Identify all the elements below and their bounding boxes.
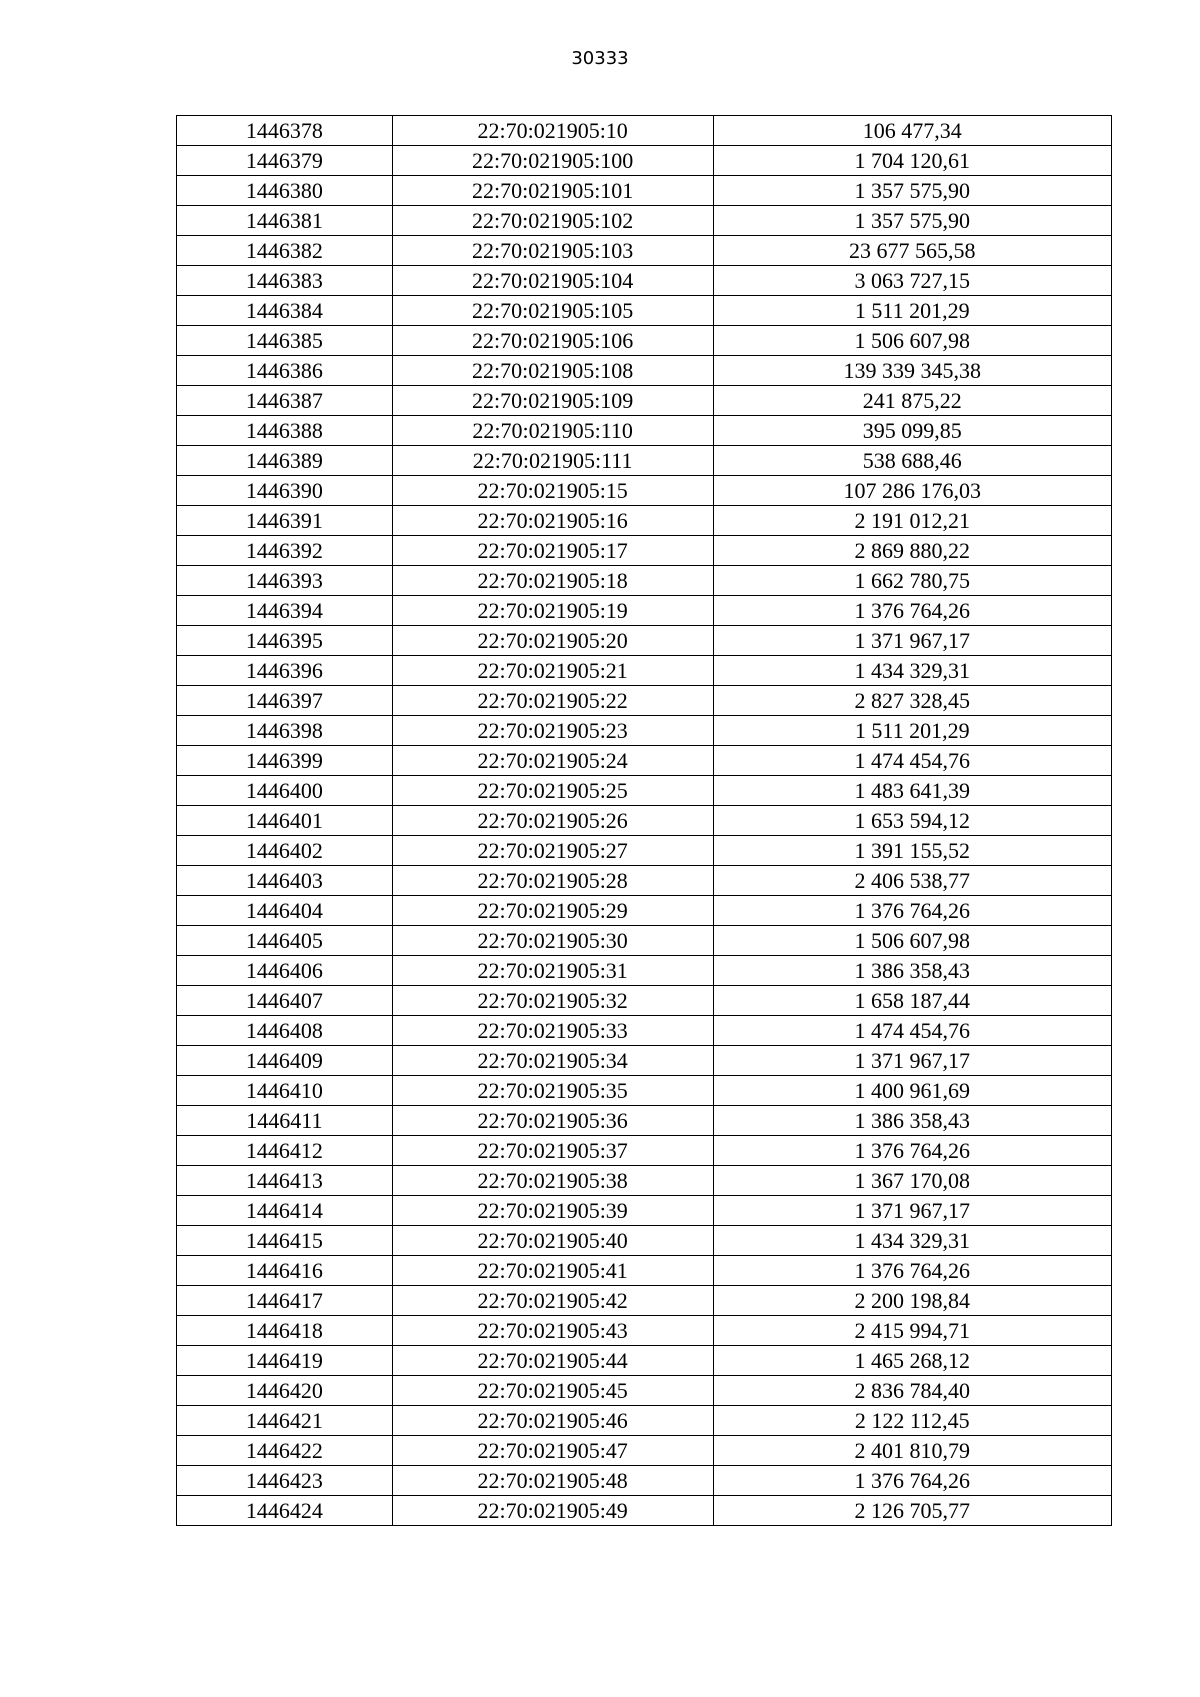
row-number-cell: 1446421 [177, 1406, 393, 1436]
row-number-cell: 1446419 [177, 1346, 393, 1376]
cadastral-number-cell: 22:70:021905:39 [392, 1196, 713, 1226]
cadastral-value-cell: 2 191 012,21 [713, 506, 1111, 536]
cadastral-value-cell: 1 483 641,39 [713, 776, 1111, 806]
cadastral-value-cell: 1 506 607,98 [713, 926, 1111, 956]
cadastral-number-cell: 22:70:021905:22 [392, 686, 713, 716]
cadastral-number-cell: 22:70:021905:46 [392, 1406, 713, 1436]
table-row [177, 1406, 1112, 1436]
row-number-cell: 1446410 [177, 1076, 393, 1106]
cadastral-number-cell: 22:70:021905:102 [392, 206, 713, 236]
cadastral-value-cell: 1 376 764,26 [713, 1256, 1111, 1286]
table-row [177, 356, 1112, 386]
table-row [177, 1016, 1112, 1046]
table-body [177, 116, 1112, 1526]
table-row [177, 416, 1112, 446]
cadastral-number-cell: 22:70:021905:17 [392, 536, 713, 566]
cadastral-value-cell: 1 658 187,44 [713, 986, 1111, 1016]
cadastral-number-cell: 22:70:021905:26 [392, 806, 713, 836]
cadastral-number-cell: 22:70:021905:48 [392, 1466, 713, 1496]
table-row [177, 926, 1112, 956]
row-number-cell: 1446405 [177, 926, 393, 956]
cadastral-value-cell: 1 357 575,90 [713, 176, 1111, 206]
table-row [177, 1376, 1112, 1406]
row-number-cell: 1446391 [177, 506, 393, 536]
cadastral-number-cell: 22:70:021905:106 [392, 326, 713, 356]
cadastral-number-cell: 22:70:021905:110 [392, 416, 713, 446]
cadastral-value-cell: 1 400 961,69 [713, 1076, 1111, 1106]
table-row [177, 1256, 1112, 1286]
row-number-cell: 1446396 [177, 656, 393, 686]
cadastral-value-cell: 1 371 967,17 [713, 626, 1111, 656]
table-row [177, 206, 1112, 236]
cadastral-value-cell: 2 827 328,45 [713, 686, 1111, 716]
cadastral-number-cell: 22:70:021905:25 [392, 776, 713, 806]
table-row [177, 116, 1112, 146]
cadastral-value-cell: 241 875,22 [713, 386, 1111, 416]
table-row [177, 1106, 1112, 1136]
cadastral-number-cell: 22:70:021905:19 [392, 596, 713, 626]
cadastral-number-cell: 22:70:021905:43 [392, 1316, 713, 1346]
cadastral-number-cell: 22:70:021905:40 [392, 1226, 713, 1256]
cadastral-value-cell: 1 376 764,26 [713, 1466, 1111, 1496]
table-row [177, 836, 1112, 866]
row-number-cell: 1446420 [177, 1376, 393, 1406]
cadastral-value-cell: 1 376 764,26 [713, 1136, 1111, 1166]
table-row [177, 176, 1112, 206]
table-row [177, 1076, 1112, 1106]
row-number-cell: 1446408 [177, 1016, 393, 1046]
cadastral-value-cell: 1 434 329,31 [713, 1226, 1111, 1256]
table-row [177, 266, 1112, 296]
table-row [177, 1496, 1112, 1526]
row-number-cell: 1446386 [177, 356, 393, 386]
cadastral-number-cell: 22:70:021905:100 [392, 146, 713, 176]
cadastral-value-cell: 106 477,34 [713, 116, 1111, 146]
cadastral-number-cell: 22:70:021905:24 [392, 746, 713, 776]
cadastral-number-cell: 22:70:021905:111 [392, 446, 713, 476]
row-number-cell: 1446397 [177, 686, 393, 716]
cadastral-value-cell: 538 688,46 [713, 446, 1111, 476]
row-number-cell: 1446409 [177, 1046, 393, 1076]
cadastral-value-cell: 2 200 198,84 [713, 1286, 1111, 1316]
cadastral-value-cell: 1 386 358,43 [713, 1106, 1111, 1136]
row-number-cell: 1446418 [177, 1316, 393, 1346]
cadastral-number-cell: 22:70:021905:101 [392, 176, 713, 206]
table-row [177, 1316, 1112, 1346]
row-number-cell: 1446422 [177, 1436, 393, 1466]
cadastral-value-cell: 2 836 784,40 [713, 1376, 1111, 1406]
row-number-cell: 1446412 [177, 1136, 393, 1166]
page-number: 30333 [571, 48, 629, 69]
table-row [177, 1346, 1112, 1376]
row-number-cell: 1446378 [177, 116, 393, 146]
table-row [177, 716, 1112, 746]
table-row [177, 146, 1112, 176]
row-number-cell: 1446413 [177, 1166, 393, 1196]
row-number-cell: 1446398 [177, 716, 393, 746]
cadastral-value-cell: 1 357 575,90 [713, 206, 1111, 236]
table-row [177, 986, 1112, 1016]
table-row [177, 1136, 1112, 1166]
cadastral-value-cell: 1 506 607,98 [713, 326, 1111, 356]
cadastral-value-cell: 1 371 967,17 [713, 1046, 1111, 1076]
cadastral-value-cell: 1 511 201,29 [713, 296, 1111, 326]
cadastral-number-cell: 22:70:021905:10 [392, 116, 713, 146]
table-row [177, 236, 1112, 266]
cadastral-value-cell: 1 662 780,75 [713, 566, 1111, 596]
cadastral-value-cell: 1 474 454,76 [713, 1016, 1111, 1046]
table-row [177, 326, 1112, 356]
cadastral-number-cell: 22:70:021905:31 [392, 956, 713, 986]
cadastral-value-cell: 2 401 810,79 [713, 1436, 1111, 1466]
table-row [177, 806, 1112, 836]
row-number-cell: 1446379 [177, 146, 393, 176]
table-row [177, 956, 1112, 986]
cadastral-value-cell: 1 704 120,61 [713, 146, 1111, 176]
row-number-cell: 1446417 [177, 1286, 393, 1316]
cadastral-number-cell: 22:70:021905:109 [392, 386, 713, 416]
cadastral-value-cell: 107 286 176,03 [713, 476, 1111, 506]
table-row [177, 446, 1112, 476]
row-number-cell: 1446388 [177, 416, 393, 446]
row-number-cell: 1446402 [177, 836, 393, 866]
row-number-cell: 1446380 [177, 176, 393, 206]
cadastral-value-table [176, 115, 1112, 1526]
cadastral-number-cell: 22:70:021905:37 [392, 1136, 713, 1166]
row-number-cell: 1446393 [177, 566, 393, 596]
cadastral-value-cell: 1 434 329,31 [713, 656, 1111, 686]
cadastral-number-cell: 22:70:021905:44 [392, 1346, 713, 1376]
cadastral-value-cell: 2 126 705,77 [713, 1496, 1111, 1526]
table-row [177, 1286, 1112, 1316]
cadastral-number-cell: 22:70:021905:29 [392, 896, 713, 926]
cadastral-number-cell: 22:70:021905:30 [392, 926, 713, 956]
table-row [177, 896, 1112, 926]
cadastral-value-cell: 1 653 594,12 [713, 806, 1111, 836]
table-row [177, 1166, 1112, 1196]
cadastral-number-cell: 22:70:021905:18 [392, 566, 713, 596]
cadastral-number-cell: 22:70:021905:36 [392, 1106, 713, 1136]
row-number-cell: 1446401 [177, 806, 393, 836]
cadastral-value-cell: 1 465 268,12 [713, 1346, 1111, 1376]
cadastral-value-cell: 2 869 880,22 [713, 536, 1111, 566]
row-number-cell: 1446390 [177, 476, 393, 506]
cadastral-value-cell: 1 511 201,29 [713, 716, 1111, 746]
cadastral-value-cell: 1 367 170,08 [713, 1166, 1111, 1196]
table-row [177, 1046, 1112, 1076]
cadastral-number-cell: 22:70:021905:32 [392, 986, 713, 1016]
row-number-cell: 1446382 [177, 236, 393, 266]
cadastral-number-cell: 22:70:021905:41 [392, 1256, 713, 1286]
row-number-cell: 1446384 [177, 296, 393, 326]
cadastral-value-cell: 23 677 565,58 [713, 236, 1111, 266]
table-row [177, 1466, 1112, 1496]
cadastral-value-cell: 3 063 727,15 [713, 266, 1111, 296]
cadastral-number-cell: 22:70:021905:45 [392, 1376, 713, 1406]
cadastral-number-cell: 22:70:021905:16 [392, 506, 713, 536]
cadastral-number-cell: 22:70:021905:27 [392, 836, 713, 866]
table-row [177, 566, 1112, 596]
table-row [177, 626, 1112, 656]
row-number-cell: 1446387 [177, 386, 393, 416]
cadastral-value-cell: 1 371 967,17 [713, 1196, 1111, 1226]
row-number-cell: 1446415 [177, 1226, 393, 1256]
row-number-cell: 1446416 [177, 1256, 393, 1286]
cadastral-number-cell: 22:70:021905:108 [392, 356, 713, 386]
row-number-cell: 1446383 [177, 266, 393, 296]
row-number-cell: 1446424 [177, 1496, 393, 1526]
cadastral-value-cell: 2 122 112,45 [713, 1406, 1111, 1436]
cadastral-number-cell: 22:70:021905:38 [392, 1166, 713, 1196]
row-number-cell: 1446423 [177, 1466, 393, 1496]
cadastral-value-cell: 1 386 358,43 [713, 956, 1111, 986]
row-number-cell: 1446399 [177, 746, 393, 776]
cadastral-number-cell: 22:70:021905:20 [392, 626, 713, 656]
cadastral-number-cell: 22:70:021905:42 [392, 1286, 713, 1316]
cadastral-number-cell: 22:70:021905:47 [392, 1436, 713, 1466]
cadastral-number-cell: 22:70:021905:49 [392, 1496, 713, 1526]
table-row [177, 686, 1112, 716]
cadastral-number-cell: 22:70:021905:23 [392, 716, 713, 746]
row-number-cell: 1446381 [177, 206, 393, 236]
cadastral-value-cell: 1 391 155,52 [713, 836, 1111, 866]
row-number-cell: 1446394 [177, 596, 393, 626]
cadastral-number-cell: 22:70:021905:33 [392, 1016, 713, 1046]
table-row [177, 1226, 1112, 1256]
cadastral-number-cell: 22:70:021905:28 [392, 866, 713, 896]
table-row [177, 746, 1112, 776]
cadastral-number-cell: 22:70:021905:104 [392, 266, 713, 296]
cadastral-number-cell: 22:70:021905:21 [392, 656, 713, 686]
cadastral-number-cell: 22:70:021905:34 [392, 1046, 713, 1076]
row-number-cell: 1446400 [177, 776, 393, 806]
cadastral-value-cell: 395 099,85 [713, 416, 1111, 446]
table-row [177, 476, 1112, 506]
table-row [177, 386, 1112, 416]
table-row [177, 776, 1112, 806]
cadastral-value-cell: 2 415 994,71 [713, 1316, 1111, 1346]
table-row [177, 1436, 1112, 1466]
cadastral-value-cell: 2 406 538,77 [713, 866, 1111, 896]
row-number-cell: 1446404 [177, 896, 393, 926]
row-number-cell: 1446414 [177, 1196, 393, 1226]
row-number-cell: 1446395 [177, 626, 393, 656]
cadastral-value-cell: 1 376 764,26 [713, 896, 1111, 926]
row-number-cell: 1446389 [177, 446, 393, 476]
table-row [177, 866, 1112, 896]
table-row [177, 506, 1112, 536]
cadastral-value-cell: 1 376 764,26 [713, 596, 1111, 626]
table-row [177, 536, 1112, 566]
row-number-cell: 1446392 [177, 536, 393, 566]
row-number-cell: 1446406 [177, 956, 393, 986]
row-number-cell: 1446407 [177, 986, 393, 1016]
row-number-cell: 1446385 [177, 326, 393, 356]
cadastral-number-cell: 22:70:021905:105 [392, 296, 713, 326]
cadastral-number-cell: 22:70:021905:15 [392, 476, 713, 506]
table-row [177, 1196, 1112, 1226]
row-number-cell: 1446411 [177, 1106, 393, 1136]
cadastral-value-cell: 1 474 454,76 [713, 746, 1111, 776]
table-row [177, 656, 1112, 686]
row-number-cell: 1446403 [177, 866, 393, 896]
cadastral-number-cell: 22:70:021905:103 [392, 236, 713, 266]
cadastral-number-cell: 22:70:021905:35 [392, 1076, 713, 1106]
table-row [177, 296, 1112, 326]
cadastral-value-cell: 139 339 345,38 [713, 356, 1111, 386]
table-row [177, 596, 1112, 626]
